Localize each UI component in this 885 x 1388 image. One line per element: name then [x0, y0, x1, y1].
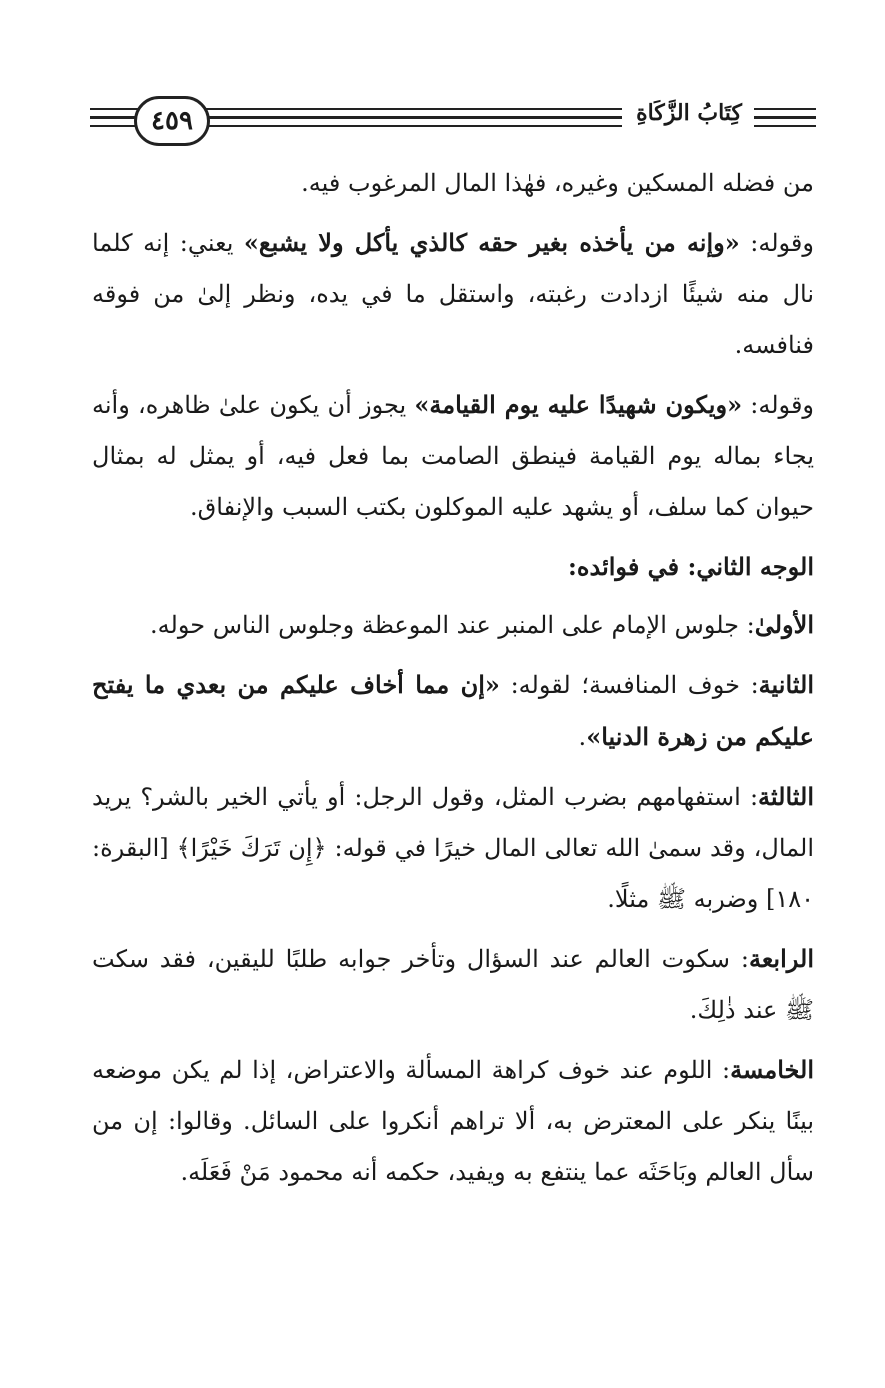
hadith-quote: «إن مما أخاف عليكم من بعدي ما يفتح عليكم من زهرة الدنيا»: [92, 670, 814, 751]
benefit-label: الرابعة: [748, 944, 814, 973]
page-number-frame: [134, 96, 210, 146]
benefit-item: [92, 659, 814, 763]
header-rule: [202, 116, 622, 119]
paragraph: [92, 158, 814, 209]
section-heading: [92, 541, 814, 593]
benefit-item: [92, 599, 814, 651]
paragraph-text: من فضله المسكين وغيره، فهٰذا المال المرغوب فيه.: [301, 169, 814, 197]
header-rule: [202, 125, 622, 127]
benefit-item: [92, 933, 814, 1036]
paragraph-lead: وقوله:: [739, 229, 814, 257]
hadith-quote: «وإنه من يأخذه بغير حقه كالذي يأكل ولا يشبع»: [243, 228, 740, 257]
header-rule: [90, 125, 138, 127]
paragraph: [92, 379, 814, 533]
header-rule: [754, 116, 816, 119]
header-rule: [90, 108, 138, 110]
benefit-text: : اللوم عند خوف كراهة المسألة والاعتراض، إذا لم يكن موضعه بينًا ينكر على المعترض به، ألا تراهم أنكروا على السائل. وقالوا: إن من سأل العالم وبَاحَثَه عما ينتفع به ويفيد، حكمه أنه محمود مَنْ فَعَلَه.: [92, 1056, 814, 1186]
benefit-text: : جلوس الإمام على المنبر عند الموعظة وجلوس الناس حوله.: [150, 611, 755, 639]
paragraph-text: يعني: إنه كلما نال منه شيئًا ازدادت رغبته، واستقل ما في يده، ونظر إلىٰ من فوقه فنافسه.: [92, 229, 814, 359]
benefit-label: الثانية: [758, 670, 814, 699]
header-rule: [202, 108, 622, 110]
paragraph-lead: وقوله:: [742, 391, 815, 419]
benefit-tail: .: [578, 723, 587, 751]
page-body: [92, 158, 814, 1206]
section-heading-text: الوجه الثاني: في فوائده:: [568, 552, 814, 581]
header-rule: [754, 108, 816, 110]
benefit-item: [92, 771, 814, 925]
paragraph: [92, 217, 814, 371]
paragraph-text: يجوز أن يكون علىٰ ظاهره، وأنه يجاء بماله يوم القيامة فينطق الصامت بما فعل فيه، أو يمثل له بمثال حيوان كما سلف، أو يشهد عليه الموكلون بكتب السبب والإنفاق.: [92, 391, 814, 521]
header-rule: [754, 125, 816, 127]
benefit-text: : سكوت العالم عند السؤال وتأخر جوابه طلبًا لليقين، فقد سكت ﷺ عند ذٰلِكَ.: [92, 945, 814, 1024]
benefit-text: : استفهامهم بضرب المثل، وقول الرجل: أو يأتي الخير بالشر؟ يريد المال، وقد سمىٰ الله تعالى المال خيرًا في قوله: ﴿إِن تَرَكَ خَيْرًا﴾ [البقرة: ١٨٠] وضربه ﷺ مثلًا.: [92, 783, 814, 913]
benefit-text: : خوف المنافسة؛ لقوله:: [499, 671, 759, 699]
book-title: كِتَابُ الزَّكَاةِ: [636, 100, 742, 126]
benefit-label: الأولىٰ: [754, 610, 814, 639]
header-rule: [90, 116, 138, 119]
benefit-label: الخامسة: [730, 1055, 814, 1084]
benefit-label: الثالثة: [758, 782, 814, 811]
page-number: ٤٥٩: [151, 106, 193, 136]
benefit-item: [92, 1044, 814, 1198]
hadith-quote: «ويكون شهيدًا عليه يوم القيامة»: [414, 390, 743, 419]
page-header: [90, 92, 818, 148]
